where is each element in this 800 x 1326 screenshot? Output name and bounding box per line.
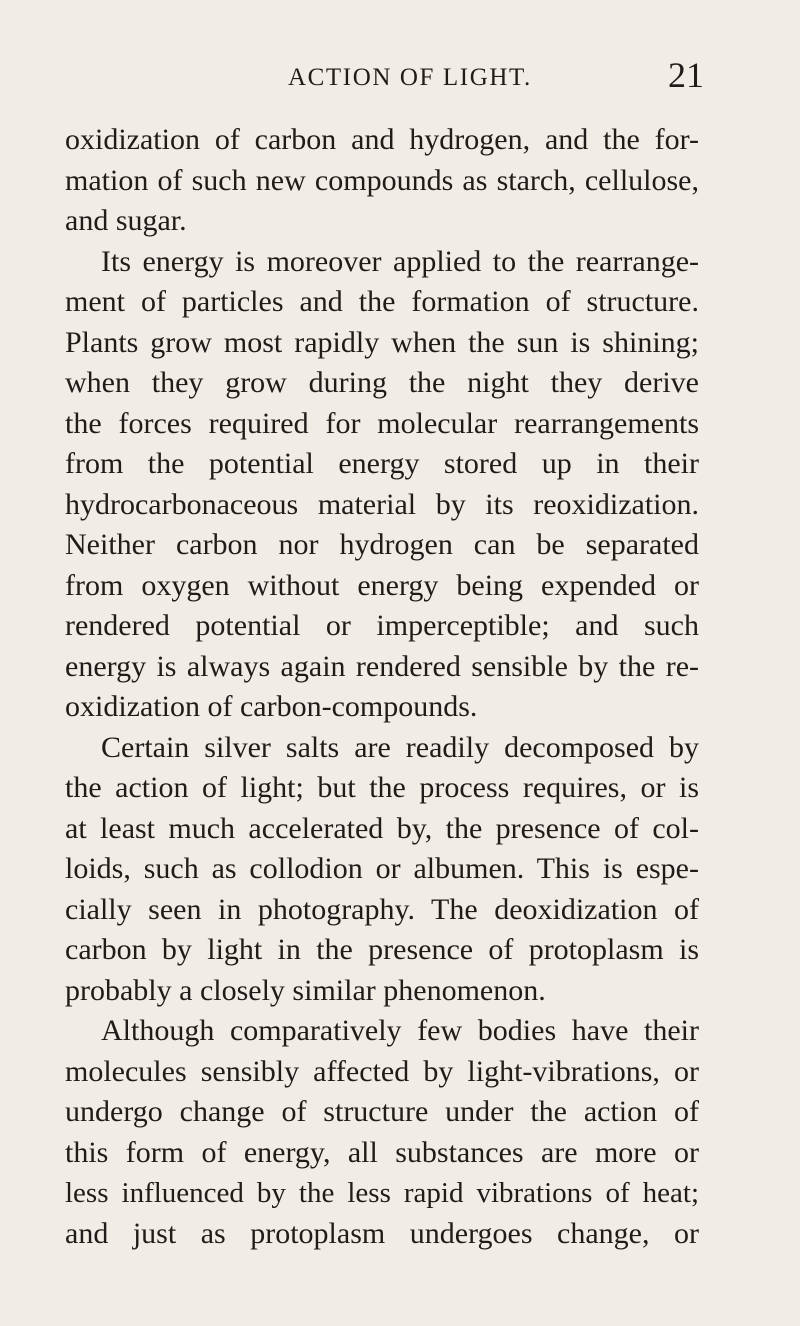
running-head [0, 55, 800, 98]
text-line: from the potential energy stored up in their [65, 447, 699, 480]
paragraph-first-line: Certain silver salts are readily decomposed by [101, 730, 699, 764]
paragraph-first-line: Its energy is moreover applied to the rearrange- [101, 244, 699, 278]
text-line: this form of energy, all substances are more or [65, 1135, 699, 1169]
text-line: cially seen in photography. The deoxidization of [65, 892, 699, 926]
text-line: mation of such new compounds as starch, cellulose, [65, 163, 699, 197]
text-line: energy is always again rendered sensible by the re- [65, 649, 699, 683]
text-line: loids, such as collodion or albumen. This is espe- [65, 852, 699, 885]
paragraph-first-line: Although comparatively few bodies have their [101, 1014, 699, 1047]
text-line: molecules sensibly affected by light-vibrations, or [65, 1054, 699, 1088]
text-line: undergo change of structure under the action of [65, 1095, 699, 1128]
text-line: less influenced by the less rapid vibrations of heat; [65, 1177, 699, 1209]
text-line: probably a closely similar phenomenon. [65, 973, 546, 1007]
text-line: when they grow during the night they derive [65, 366, 699, 399]
running-head-title: ACTION OF LIGHT. [288, 64, 532, 91]
text-line: rendered potential or imperceptible; and such [65, 609, 699, 642]
text-line: carbon by light in the presence of protoplasm is [65, 933, 699, 966]
text-line: Plants grow most rapidly when the sun is shining; [65, 325, 699, 359]
text-line: oxidization of carbon-compounds. [65, 690, 478, 723]
text-line: and sugar. [65, 204, 187, 237]
text-line: Neither carbon nor hydrogen can be separated [65, 528, 699, 561]
page-number: 21 [668, 55, 704, 95]
text-line: the action of light; but the process requires, or is [65, 771, 699, 804]
body-text [65, 120, 699, 1254]
text-line: from oxygen without energy being expended or [65, 568, 699, 602]
text-line: the forces required for molecular rearrangements [65, 406, 699, 440]
text-line: ment of particles and the formation of structure. [65, 285, 699, 318]
text-line: at least much accelerated by, the presence of col- [65, 811, 699, 845]
text-line: oxidization of carbon and hydrogen, and the for- [65, 123, 699, 156]
text-line: and just as protoplasm undergoes change, or [65, 1216, 699, 1250]
text-line: hydrocarbonaceous material by its reoxidization. [65, 487, 699, 521]
